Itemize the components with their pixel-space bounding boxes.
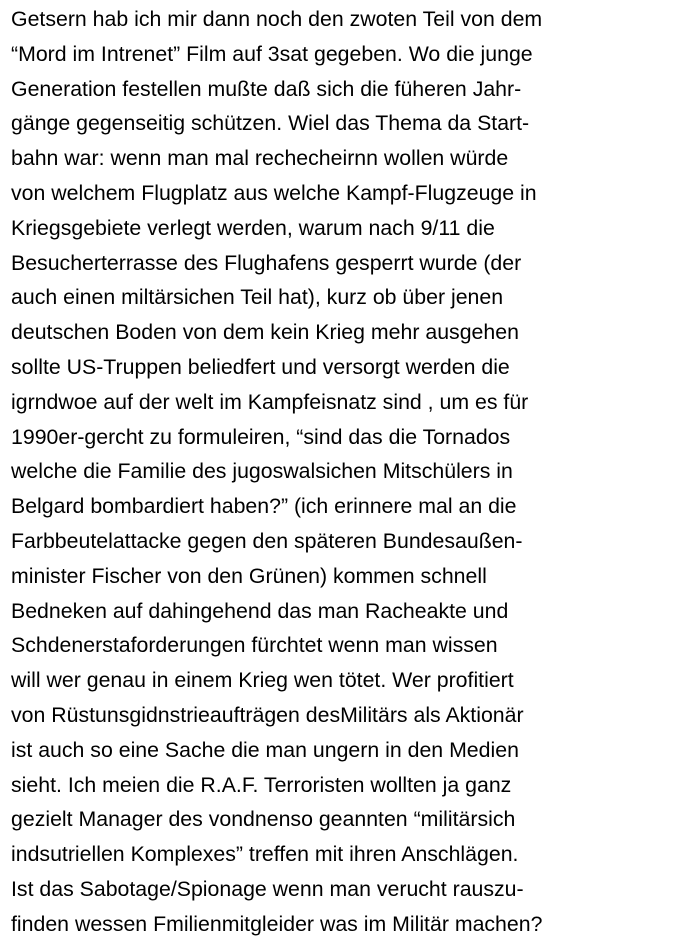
- text-line: Besucherterrasse des Flughafens gesperrt wurde (der: [11, 250, 522, 275]
- text-line: welche die Familie des jugoswalsichen Mitschülers in: [11, 459, 513, 484]
- text-line: Generation festellen mußte daß sich die füheren Jahr-: [11, 76, 522, 101]
- text-line: Bedneken auf dahingehend das man Racheakte und: [11, 598, 509, 623]
- text-line: bahn war: wenn man mal rechecheirnn wollen würde: [11, 146, 509, 171]
- text-line: ist auch so eine Sache die man ungern in den Medien: [11, 737, 519, 762]
- text-line: finden wessen Fmilienmitgleider was im Militär machen?: [11, 911, 543, 936]
- body-text: [11, 2, 684, 942]
- text-line: sieht. Ich meien die R.A.F. Terroristen wollten ja ganz: [11, 772, 512, 797]
- text-line: 1990er-gercht zu formuleiren, “sind das die Tornados: [11, 424, 511, 449]
- text-line: Getsern hab ich mir dann noch den zwoten Teil von dem: [11, 7, 543, 31]
- text-line: will wer genau in einem Krieg wen tötet. Wer profitiert: [11, 668, 514, 693]
- text-line: indsutriellen Komplexes” treffen mit ihren Anschlägen.: [11, 842, 519, 867]
- text-line: igrndwoe auf der welt im Kampfeisnatz sind , um es für: [11, 389, 529, 414]
- text-line: deutschen Boden von dem kein Krieg mehr ausgehen: [11, 320, 519, 345]
- text-line: Farbbeutelattacke gegen den späteren Bundesaußen-: [11, 528, 523, 553]
- text-line: gezielt Manager des vondnenso geannten “militärsich: [11, 807, 516, 832]
- text-line: Schdenerstaforderungen fürchtet wenn man wissen: [11, 633, 498, 658]
- text-line: Kriegsgebiete verlegt werden, warum nach 9/11 die: [11, 215, 495, 240]
- text-line: von Rüstunsgidnstrieaufträgen desMilitärs als Aktionär: [11, 702, 524, 727]
- text-line: auch einen miltärsichen Teil hat), kurz ob über jenen: [11, 285, 504, 310]
- text-line: “Mord im Intrenet” Film auf 3sat gegeben. Wo die junge: [11, 41, 533, 66]
- text-line: Belgard bombardiert haben?” (ich erinnere mal an die: [11, 494, 517, 519]
- text-line: Ist das Sabotage/Spionage wenn man verucht rauszu-: [11, 876, 524, 901]
- text-line: sollte US-Truppen beliedfert und versorgt werden die: [11, 354, 510, 379]
- text-line: gänge gegenseitig schützen. Wiel das Thema da Start-: [11, 111, 530, 136]
- text-line: minister Fischer von den Grünen) kommen schnell: [11, 563, 487, 588]
- text-line: von welchem Flugplatz aus welche Kampf-Flugzeuge in: [11, 180, 537, 205]
